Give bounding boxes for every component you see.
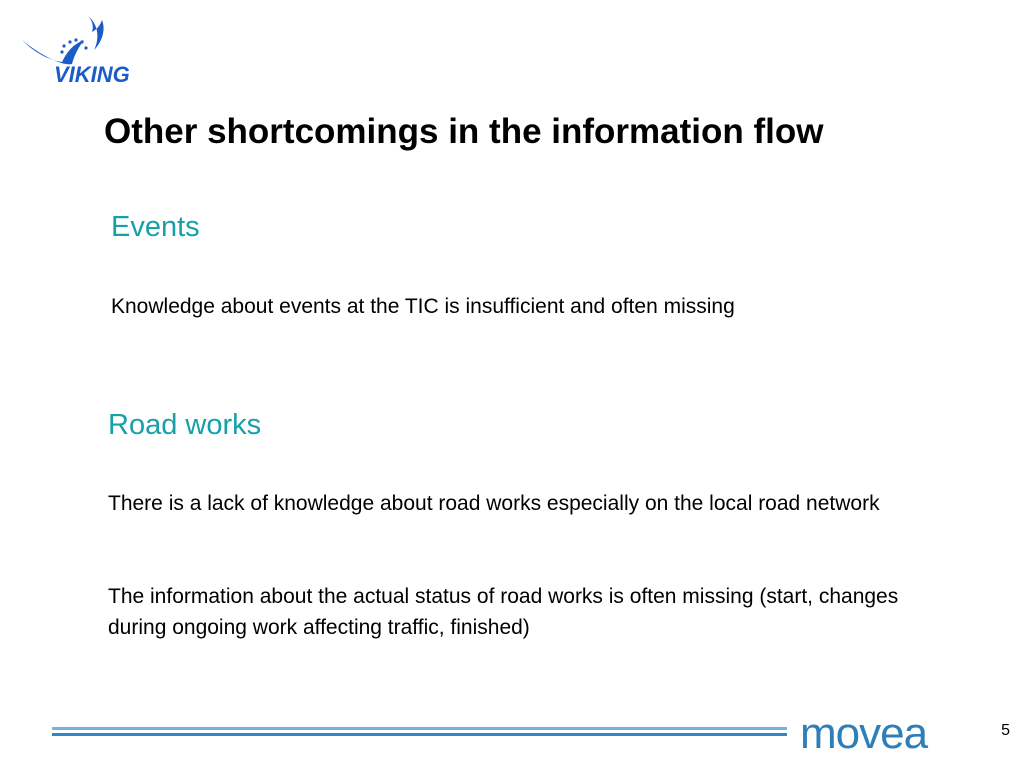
road-works-paragraph-2: The information about the actual status of road works is often missing (start, changes during ongoing work affecting traffic, finished) xyxy=(108,585,899,639)
movea-logo-text: movea xyxy=(800,712,928,756)
events-heading: Events xyxy=(111,211,200,243)
footer-divider xyxy=(52,727,787,743)
viking-logo-text: VIKING xyxy=(54,62,130,87)
page-number: 5 xyxy=(1001,722,1010,739)
events-text: Knowledge about events at the TIC is insufficient and often missing xyxy=(111,295,735,318)
slide-title: Other shortcomings in the information flow xyxy=(104,112,824,151)
road-works-heading: Road works xyxy=(108,409,262,441)
viking-logo xyxy=(14,10,144,94)
movea-logo xyxy=(800,712,985,756)
road-works-paragraph-1: There is a lack of knowledge about road works especially on the local road network xyxy=(108,492,880,515)
